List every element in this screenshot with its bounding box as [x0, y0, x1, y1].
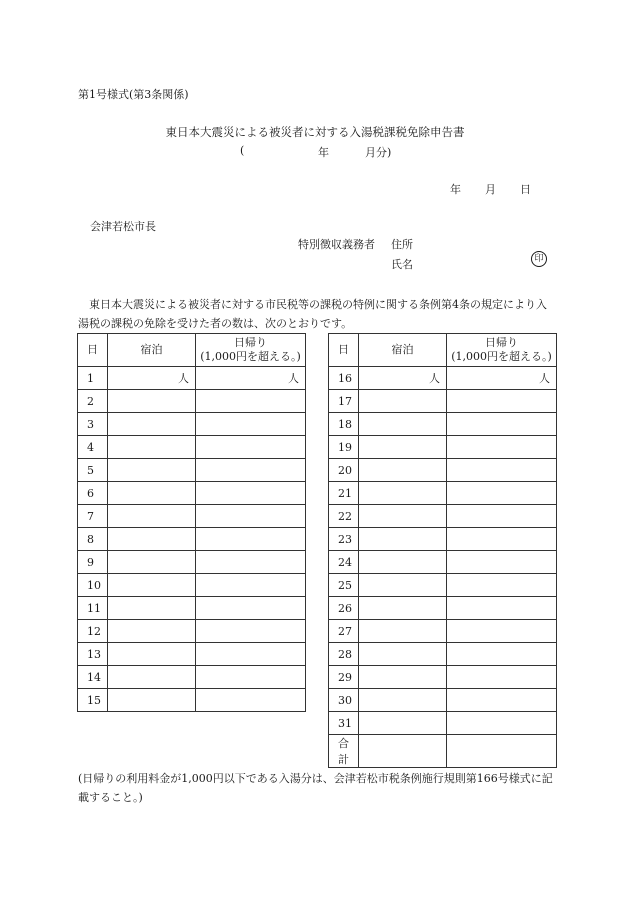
daytrip-cell[interactable]: [196, 459, 306, 482]
day-cell: 27: [329, 620, 359, 643]
daytrip-cell[interactable]: [447, 689, 557, 712]
overnight-cell[interactable]: [108, 482, 196, 505]
daytrip-cell[interactable]: [447, 597, 557, 620]
table-row: [329, 528, 557, 551]
daytrip-cell[interactable]: [447, 643, 557, 666]
overnight-cell[interactable]: [359, 390, 447, 413]
page-title: 東日本大震災による被災者に対する入湯税課税免除申告書: [165, 125, 465, 139]
right-table: [328, 333, 557, 768]
addressee: 会津若松市長: [90, 220, 156, 233]
daytrip-cell[interactable]: [196, 689, 306, 712]
day-cell: 24: [329, 551, 359, 574]
daytrip-cell[interactable]: [447, 574, 557, 597]
day-cell: 30: [329, 689, 359, 712]
table-row: [329, 459, 557, 482]
table-row: [78, 436, 306, 459]
table-row: [78, 505, 306, 528]
daytrip-cell[interactable]: [447, 459, 557, 482]
daytrip-cell[interactable]: [447, 413, 557, 436]
body-text: 東日本大震災による被災者に対する市民税等の課税の特例に関する条例第4条の規定により入湯税の課税の免除を受けた者の数は、次のとおりです。: [78, 298, 547, 330]
table-row: [78, 482, 306, 505]
table-header-row: [78, 334, 306, 367]
overnight-cell[interactable]: [108, 505, 196, 528]
table-row: [78, 666, 306, 689]
day-cell: 2: [78, 390, 108, 413]
overnight-total-cell[interactable]: [359, 735, 447, 768]
table-row: [329, 620, 557, 643]
overnight-cell[interactable]: [108, 551, 196, 574]
day-cell: 1: [78, 367, 108, 390]
header-day: 日: [329, 334, 359, 367]
overnight-cell[interactable]: [108, 620, 196, 643]
day-cell: 7: [78, 505, 108, 528]
day-cell: 14: [78, 666, 108, 689]
daytrip-cell[interactable]: [196, 528, 306, 551]
daytrip-cell[interactable]: [447, 505, 557, 528]
overnight-cell[interactable]: [108, 666, 196, 689]
header-daytrip: [447, 334, 557, 367]
overnight-cell[interactable]: [108, 413, 196, 436]
day-cell: 23: [329, 528, 359, 551]
table-row: [329, 505, 557, 528]
overnight-cell[interactable]: [359, 620, 447, 643]
table-row: [329, 574, 557, 597]
day-cell: 20: [329, 459, 359, 482]
table-row: [78, 597, 306, 620]
overnight-cell[interactable]: [359, 505, 447, 528]
table-row: [329, 551, 557, 574]
table-row: [329, 390, 557, 413]
daytrip-cell[interactable]: [447, 528, 557, 551]
overnight-cell[interactable]: [108, 643, 196, 666]
table-row: [78, 643, 306, 666]
seal-icon: 印: [531, 251, 547, 267]
address-label: 住所: [391, 238, 413, 251]
daytrip-cell[interactable]: [196, 436, 306, 459]
table-row: [329, 597, 557, 620]
header-daytrip-line2: (1,000円を超える。): [451, 350, 552, 363]
day-cell: 21: [329, 482, 359, 505]
table-row: [329, 689, 557, 712]
day-cell: 13: [78, 643, 108, 666]
overnight-cell[interactable]: [359, 597, 447, 620]
overnight-cell[interactable]: [359, 643, 447, 666]
day-cell: 11: [78, 597, 108, 620]
day-cell: 26: [329, 597, 359, 620]
day-cell: 16: [329, 367, 359, 390]
total-label: 合計: [329, 735, 359, 768]
daytrip-cell[interactable]: [447, 551, 557, 574]
day-cell: 9: [78, 551, 108, 574]
footnote: (日帰りの利用料金が1,000円以下である入湯分は、会津若松市税条例施行規則第166号様式に記載すること。): [78, 772, 553, 804]
table-row: [329, 643, 557, 666]
day-cell: 6: [78, 482, 108, 505]
day-cell: 18: [329, 413, 359, 436]
table-row: [78, 459, 306, 482]
overnight-cell[interactable]: [359, 459, 447, 482]
day-cell: 28: [329, 643, 359, 666]
day-cell: 25: [329, 574, 359, 597]
day-cell: 31: [329, 712, 359, 735]
overnight-cell[interactable]: 人: [359, 367, 447, 390]
table-row: [78, 689, 306, 712]
daytrip-cell[interactable]: [447, 482, 557, 505]
day-cell: 19: [329, 436, 359, 459]
table-row: [78, 528, 306, 551]
daytrip-cell[interactable]: [196, 390, 306, 413]
table-row: [329, 712, 557, 735]
day-cell: 29: [329, 666, 359, 689]
daytrip-cell[interactable]: [196, 597, 306, 620]
daytrip-cell[interactable]: [196, 413, 306, 436]
daytrip-cell[interactable]: [196, 643, 306, 666]
table-row: [78, 413, 306, 436]
overnight-cell[interactable]: [359, 666, 447, 689]
table-row: [78, 551, 306, 574]
overnight-cell[interactable]: [359, 528, 447, 551]
overnight-cell[interactable]: [108, 436, 196, 459]
overnight-cell[interactable]: [108, 689, 196, 712]
daytrip-cell[interactable]: [196, 482, 306, 505]
day-cell: 12: [78, 620, 108, 643]
header-daytrip-line1: 日帰り: [485, 336, 518, 349]
table-row: [78, 574, 306, 597]
overnight-cell[interactable]: [108, 459, 196, 482]
header-daytrip-line2: (1,000円を超える。): [200, 350, 301, 363]
day-cell: 17: [329, 390, 359, 413]
header-overnight: 宿泊: [359, 334, 447, 367]
left-table: [77, 333, 306, 712]
overnight-cell[interactable]: [108, 528, 196, 551]
table-row: [329, 482, 557, 505]
overnight-cell[interactable]: 人: [108, 367, 196, 390]
day-cell: 3: [78, 413, 108, 436]
day-cell: 8: [78, 528, 108, 551]
form-number: 第1号様式(第3条関係): [78, 88, 189, 101]
overnight-cell[interactable]: [359, 413, 447, 436]
date-day: 日: [520, 183, 531, 196]
header-daytrip: [196, 334, 306, 367]
day-cell: 22: [329, 505, 359, 528]
table-row: [78, 620, 306, 643]
overnight-cell[interactable]: [359, 712, 447, 735]
overnight-cell[interactable]: [359, 689, 447, 712]
daytrip-cell[interactable]: [196, 551, 306, 574]
daytrip-cell[interactable]: 人: [447, 367, 557, 390]
overnight-cell[interactable]: [108, 390, 196, 413]
obligor-label: 特別徴収義務者: [298, 238, 375, 251]
header-overnight: 宿泊: [108, 334, 196, 367]
period-open: (: [240, 144, 245, 157]
overnight-cell[interactable]: [108, 597, 196, 620]
day-cell: 4: [78, 436, 108, 459]
table-row: [329, 413, 557, 436]
overnight-cell[interactable]: [359, 551, 447, 574]
daytrip-cell[interactable]: [447, 620, 557, 643]
table-row: [329, 436, 557, 459]
overnight-cell[interactable]: [359, 482, 447, 505]
daytrip-cell[interactable]: [196, 505, 306, 528]
overnight-cell[interactable]: [359, 574, 447, 597]
table-row: [78, 367, 306, 390]
table-row: [329, 666, 557, 689]
daytrip-cell[interactable]: 人: [196, 367, 306, 390]
period-year: 年: [318, 146, 329, 159]
daytrip-total-cell[interactable]: [447, 735, 557, 768]
daytrip-cell[interactable]: [447, 666, 557, 689]
overnight-cell[interactable]: [359, 436, 447, 459]
name-label: 氏名: [391, 258, 413, 271]
table-row: [329, 367, 557, 390]
header-daytrip-line1: 日帰り: [234, 336, 267, 349]
daytrip-cell[interactable]: [196, 620, 306, 643]
header-day: 日: [78, 334, 108, 367]
daytrip-cell[interactable]: [447, 712, 557, 735]
day-cell: 5: [78, 459, 108, 482]
daytrip-cell[interactable]: [196, 574, 306, 597]
day-cell: 10: [78, 574, 108, 597]
table-header-row: [329, 334, 557, 367]
daytrip-cell[interactable]: [447, 390, 557, 413]
period-month: 月分): [365, 146, 392, 159]
date-year: 年: [450, 183, 461, 196]
daytrip-cell[interactable]: [196, 666, 306, 689]
total-row: [329, 735, 557, 768]
date-month: 月: [485, 183, 496, 196]
overnight-cell[interactable]: [108, 574, 196, 597]
daytrip-cell[interactable]: [447, 436, 557, 459]
table-row: [78, 390, 306, 413]
day-cell: 15: [78, 689, 108, 712]
